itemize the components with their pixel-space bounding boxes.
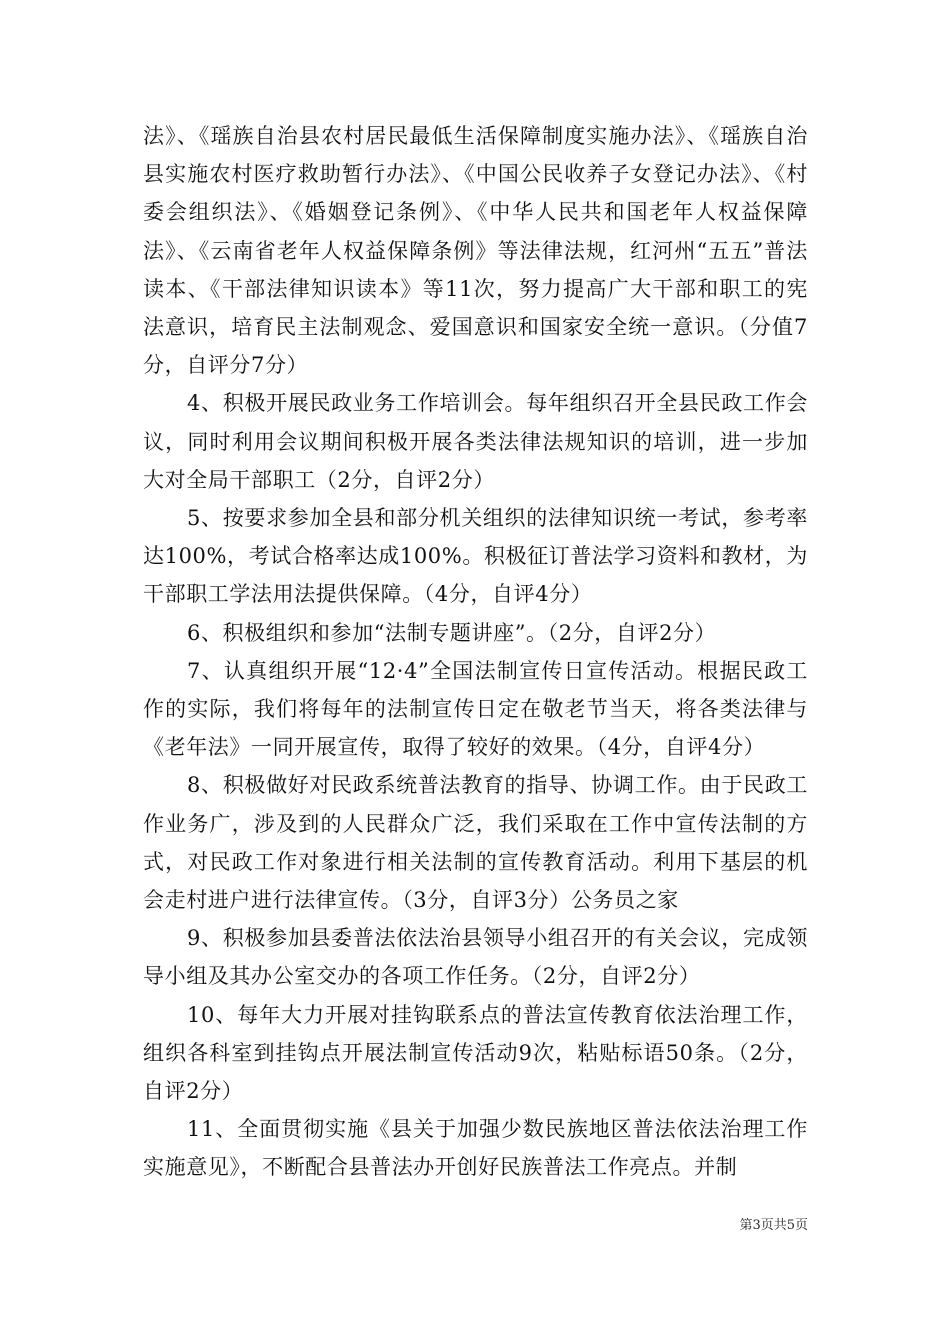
paragraph-item-11: 11、全面贯彻实施《县关于加强少数民族地区普法依法治理工作实施意见》，不断配合县普法办开创好民族普法工作亮点。并制 — [143, 1117, 808, 1180]
paragraph-item-8: 8、积极做好对民政系统普法教育的指导、协调工作。由于民政工作业务广，涉及到的人民群众广泛，我们采取在工作中宣传法制的方式，对民政工作对象进行相关法制的宣传教育活动。利用下基层的机会走村进户进行法律宣传。（3分，自评3分）公务员之家 — [143, 773, 808, 913]
paragraph-item-9: 9、积极参加县委普法依法治县领导小组召开的有关会议，完成领导小组及其办公室交办的各项工作任务。（2分，自评2分） — [143, 926, 808, 989]
paragraph-continuation: 法》、《瑶族自治县农村居民最低生活保障制度实施办法》、《瑶族自治县实施农村医疗救助暂行办法》、《中国公民收养子女登记办法》、《村委会组织法》、《婚姻登记条例》、《中华人民共和国老年人权益保障法》、《云南省老年人权益保障条例》等法律法规，红河州“五五”普法读本、《干部法律知识读本》等11次，努力提高广大干部和职工的宪法意识，培育民主法制观念、爱国意识和国家安全统一意识。（分值7分，自评分7分） — [143, 124, 808, 378]
paragraph-item-4: 4、积极开展民政业务工作培训会。每年组织召开全县民政工作会议，同时利用会议期间积极开展各类法律法规知识的培训，进一步加大对全局干部职工（2分，自评2分） — [143, 391, 808, 492]
page-number-footer: 第3页共5页 — [739, 1218, 808, 1233]
paragraph-item-6: 6、积极组织和参加“法制专题讲座”。（2分，自评2分） — [187, 620, 717, 645]
paragraph-item-7: 7、认真组织开展“12·4”全国法制宣传日宣传活动。根据民政工作的实际，我们将每年的法制宣传日定在敬老节当天，将各类法律与《老年法》一同开展宣传，取得了较好的效果。（4分，自评4分） — [143, 658, 808, 760]
document-body — [143, 117, 808, 1187]
paragraph-item-5: 5、按要求参加全县和部分机关组织的法律知识统一考试，参考率达100%，考试合格率达成100%。积极征订普法学习资料和教材，为干部职工学法用法提供保障。（4分，自评4分） — [143, 506, 808, 607]
paragraph-item-10: 10、每年大力开展对挂钩联系点的普法宣传教育依法治理工作，组织各科室到挂钩点开展法制宣传活动9次，粘贴标语50条。（2分，自评2分） — [143, 1002, 808, 1104]
